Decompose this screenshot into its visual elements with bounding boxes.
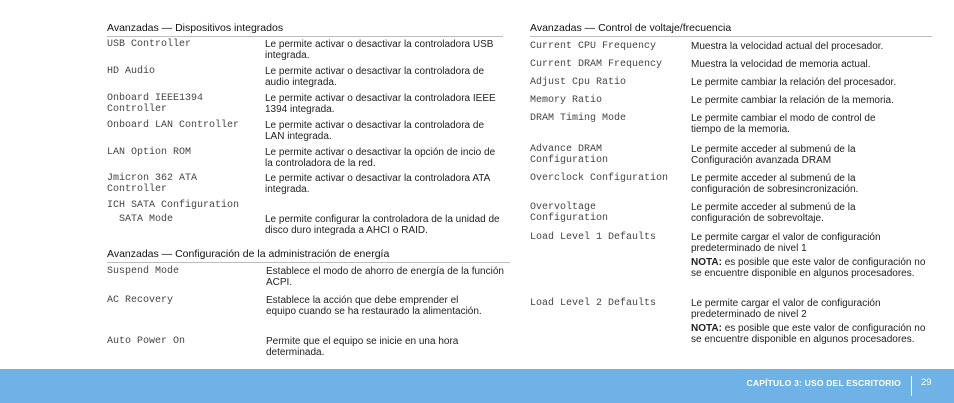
option-description: Permite que el equipo se inicie en una hora determinada. <box>266 336 459 358</box>
option-name: Suspend Mode <box>107 266 180 277</box>
description-text: Le permite cargar el valor de configuración predeterminado de nivel 1 <box>691 232 881 254</box>
footer-divider <box>911 376 912 396</box>
option-name: Onboard IEEE1394 Controller <box>107 93 204 115</box>
option-name: DRAM Timing Mode <box>530 113 627 124</box>
option-description: Muestra la velocidad de memoria actual. <box>691 59 871 70</box>
option-description: Muestra la velocidad actual del procesador. <box>691 41 884 52</box>
option-name: USB Controller <box>107 39 192 50</box>
option-description: Le permite activar o desactivar la controladora IEEE 1394 integrada. <box>265 93 496 115</box>
option-description: Le permite activar o desactivar la controladora de audio integrada. <box>265 66 485 88</box>
option-name: Advance DRAM Configuration <box>530 144 609 166</box>
option-description: Le permite acceder al submenú de la configuración de sobresincronización. <box>691 173 859 195</box>
chapter-title: CAPÍTULO 3: USO DEL ESCRITORIO <box>746 378 901 388</box>
option-description: Le permite acceder al submenú de la configuración de sobrevoltaje. <box>691 202 856 224</box>
page-footer <box>0 369 954 403</box>
option-description: Le permite cambiar la relación del procesador. <box>691 77 897 88</box>
section-title: Avanzadas — Configuración de la administración de energía <box>107 248 510 263</box>
option-name: Overclock Configuration <box>530 173 669 184</box>
option-description: Establece el modo de ahorro de energía de la función ACPI. <box>266 266 504 288</box>
option-description: Le permite cambiar la relación de la memoria. <box>691 95 894 106</box>
option-name: Auto Power On <box>107 336 186 347</box>
option-name: Overvoltage Configuration <box>530 202 609 224</box>
option-description: Le permite activar o desactivar la controladora de LAN integrada. <box>265 120 485 142</box>
description-text: Le permite cargar el valor de configuración predeterminado de nivel 2 <box>691 298 881 320</box>
option-name: AC Recovery <box>107 295 174 306</box>
option-name: HD Audio <box>107 66 156 77</box>
option-name: SATA Mode <box>107 214 174 225</box>
option-description: Le permite configurar la controladora de la unidad de disco duro integrada a AHCI o RAID. <box>265 214 500 236</box>
note-text: es posible que este valor de configuración no se encuentre disponible en algunos procesadores. <box>691 323 926 345</box>
option-name: Jmicron 362 ATA Controller <box>107 173 198 195</box>
option-name: Current CPU Frequency <box>530 41 657 52</box>
option-name: Adjust Cpu Ratio <box>530 77 627 88</box>
option-description <box>691 232 926 279</box>
note-label: NOTA: <box>691 323 722 334</box>
option-description: Establece la acción que debe emprender el equipo cuando se ha restaurado la alimentación. <box>266 295 482 317</box>
option-name: Load Level 2 Defaults <box>530 298 657 309</box>
option-name: Current DRAM Frequency <box>530 59 663 70</box>
option-name: LAN Option ROM <box>107 147 192 158</box>
note <box>691 257 926 279</box>
option-name: Memory Ratio <box>530 95 603 106</box>
integrated-devices-section <box>107 22 503 236</box>
option-description: Le permite acceder al submenú de la Configuración avanzada DRAM <box>691 144 856 166</box>
page-number: 29 <box>921 377 932 388</box>
note-label: NOTA: <box>691 257 722 268</box>
power-management-section <box>107 248 510 358</box>
option-description: Le permite activar o desactivar la controladora USB integrada. <box>265 39 494 61</box>
option-name: Load Level 1 Defaults <box>530 232 657 243</box>
section-title: Avanzadas — Control de voltaje/frecuencia <box>530 22 932 37</box>
option-name: ICH SATA Configuration <box>107 200 240 211</box>
note <box>691 323 926 345</box>
option-description <box>691 298 926 345</box>
option-name: Onboard LAN Controller <box>107 120 240 131</box>
note-text: es posible que este valor de configuración no se encuentre disponible en algunos procesadores. <box>691 257 926 279</box>
option-description: Le permite activar o desactivar la controladora ATA integrada. <box>265 173 490 195</box>
section-title: Avanzadas — Dispositivos integrados <box>107 22 503 37</box>
voltage-frequency-section <box>530 22 932 345</box>
option-description: Le permite activar o desactivar la opción de incio de la controladora de la red. <box>265 147 496 169</box>
option-description: Le permite cambiar el modo de control de tiempo de la memoria. <box>691 113 876 135</box>
